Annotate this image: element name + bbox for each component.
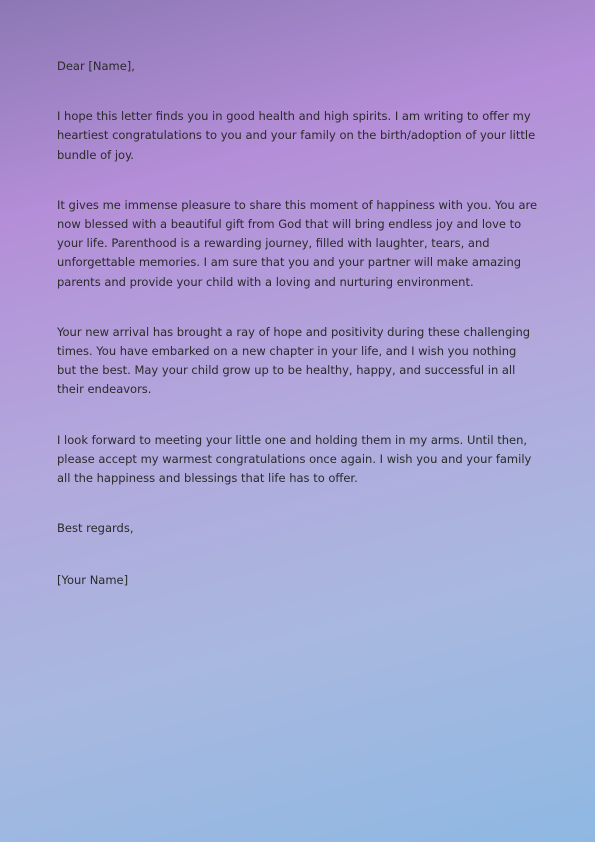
paragraph-1: I hope this letter finds you in good health and high spirits. I am writing to offer my heartiest congratulations to you and your family on the birth/adoption of your little bundle of joy. [57, 109, 536, 162]
closing: Best regards, [57, 521, 134, 536]
paragraph-3: Your new arrival has brought a ray of hope and positivity during these challenging times. You have embarked on a new chapter in your life, and I wish you nothing but the best. May your child grow up to be healthy, happy, and successful in all their endeavors. [57, 324, 531, 397]
salutation: Dear [Name], [57, 59, 135, 73]
letter-body [57, 57, 539, 591]
signature: [Your Name] [57, 573, 129, 588]
paragraph-2: It gives me immense pleasure to share this moment of happiness with you. You are now blessed with a beautiful gift from God that will bring endless joy and love to your life. Parenthood is a rewarding journey, filled with laughter, tears, and unforgettable memories. I am sure that you and your partner will make amazing parents and provide your child with a loving and nurturing environment. [57, 197, 538, 289]
paragraph-4: I look forward to meeting your little one and holding them in my arms. Until then, please accept my warmest congratulations once again. I wish you and your family all the happiness and blessings that life has to offer. [57, 432, 532, 486]
